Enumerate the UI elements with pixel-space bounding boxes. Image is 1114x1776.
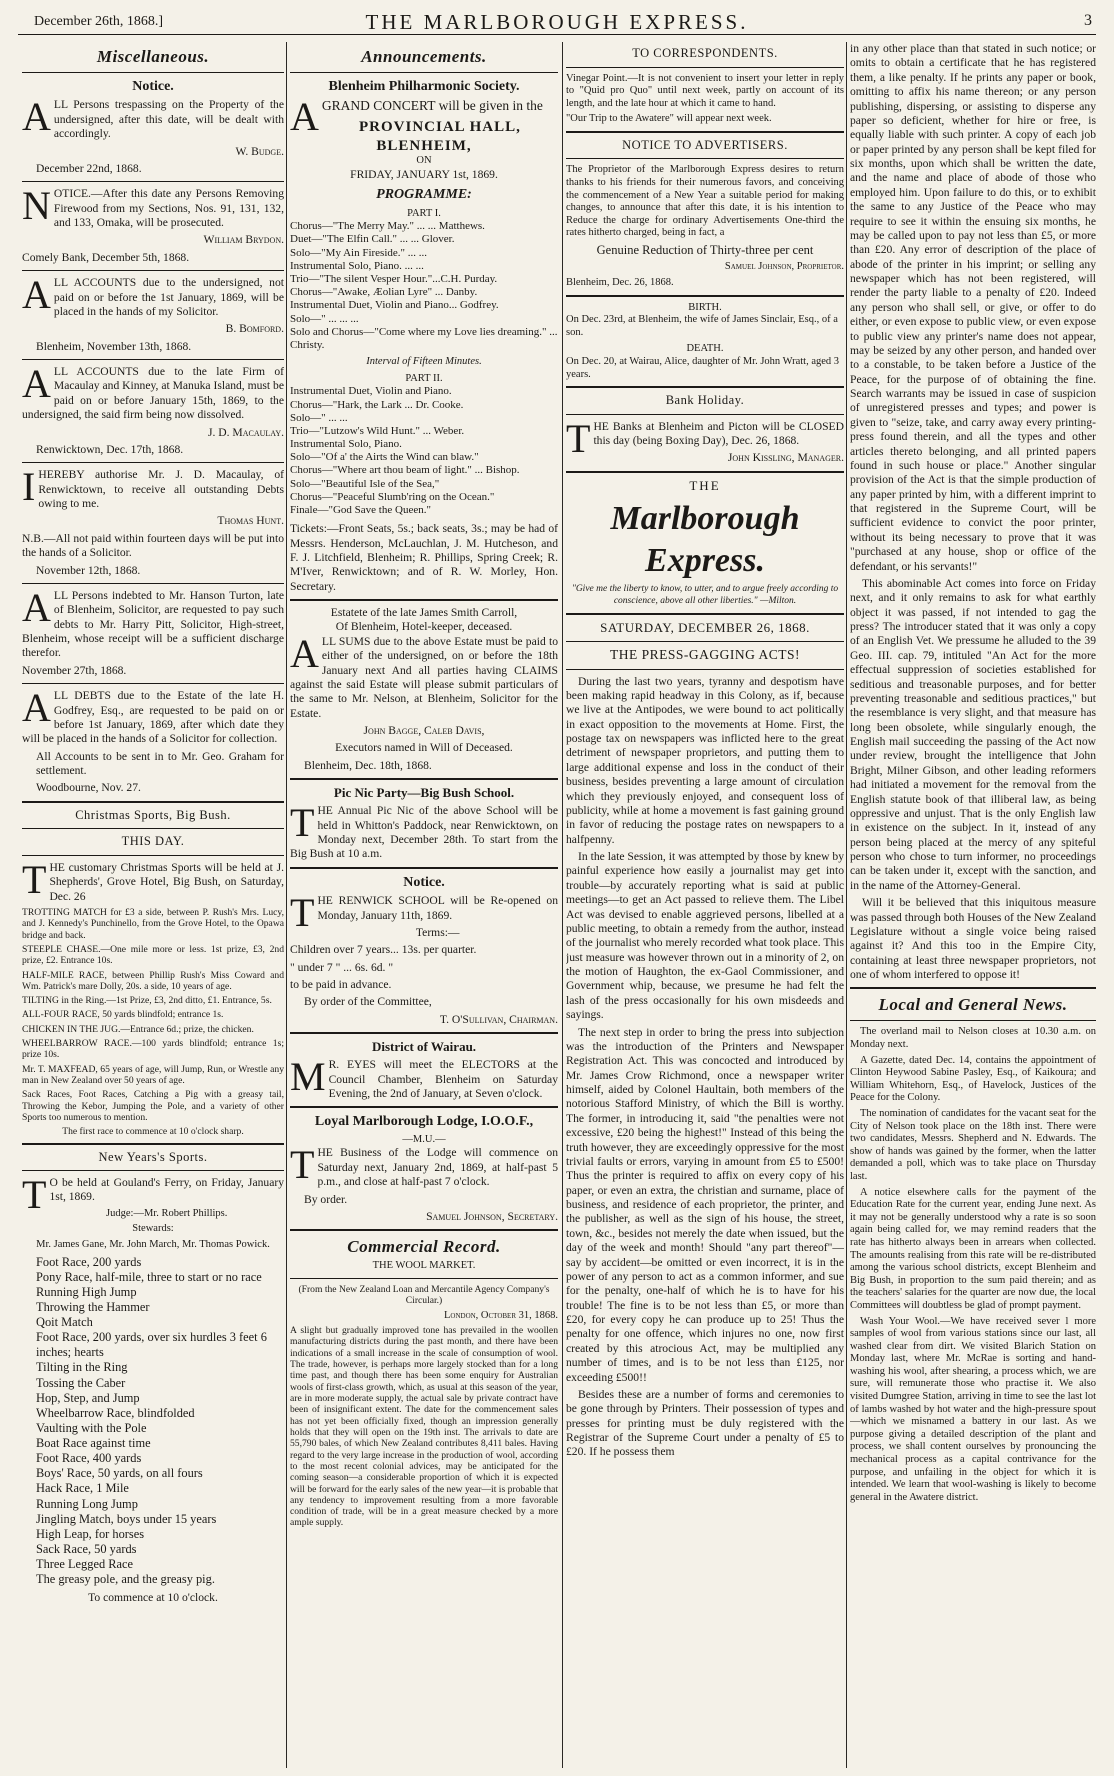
divider [290, 1032, 558, 1034]
ad-term-line: Children over 7 years... 13s. per quarter. [290, 943, 477, 957]
news-item: The nomination of candidates for the vacant seat for the City of Nelson took place on the 18th inst. There were two candidates, Messrs. Shepherd and N. Edwards. The show of hands was gained by the former, when the latter demanded a poll, which was to take place on Thursday last. [850, 1108, 1096, 1182]
editorial-article-continued [850, 42, 1096, 982]
notice-title: Notice. [132, 79, 174, 95]
page-number: 3 [1084, 12, 1092, 29]
masthead-title: Marlborough Express. [610, 499, 800, 580]
column-1 [22, 42, 284, 1768]
program-item: Chorus—"Where art thou beam of light." ... Bishop. [290, 464, 520, 477]
divider [22, 828, 284, 829]
ad-title: Estatete of the late James Smith Carroll, [330, 606, 518, 620]
news-item: The overland mail to Nelson closes at 10.30 a.m. on Monday next. [850, 1026, 1096, 1051]
ad-district-wairau [290, 1039, 558, 1101]
part-heading: PART II. [405, 372, 443, 384]
ad-by-order: By order. [304, 1192, 348, 1206]
death-body: On Dec. 20, at Wairau, Alice, daughter of Mr. John Wratt, aged 3 years. [566, 356, 840, 380]
divider [290, 1106, 558, 1108]
ad-philharmonic-concert [290, 78, 558, 594]
event-item: Foot Race, 200 yards, over six hurdles 3 feet 6 inches; hearts [36, 1330, 267, 1360]
notice-date: November 12th, 1868. [36, 563, 141, 577]
ad-body: MR. EYES will meet the ELECTORS at the Council Chamber, Blenheim on Saturday Evening, the 2nd of January, at Seven o'clock. [290, 1054, 558, 1101]
ad-title: Loyal Marlborough Lodge, I.O.O.F., [314, 1114, 534, 1130]
article-paragraph: This abominable Act comes into force on Friday next, and it only remains to ask for what earthly object it was passed, if not intended to gag the press? The introducer stated that it was only a copy of an English Vet. We pressume he alluded to the 39 Geo. III. cap. 79, intituled "An Act for the more effectual suppression of societies established for seditious and treasonable purposes, and for better preventing treasonable and seditious practices," but the resemblance is very slight, and that measure has long been obsolete, while singularly enough, the English mail succeeding the passing of the Act now under review, brought the intelligence that John Bright, Milner Gibson, and other leading reformers had initiated a movement for the removal from the English statute book of that illiberal law, as being oppressive and unjust. That is the only English law in existence on the subject. In it, instead of any person being placed at the mercy of any spiteful person who chose to turn informer, no proceedings can be taken under it, except with the sanction, and in the name of the Attorney-General. [850, 576, 1096, 892]
ad-title: Christmas Sports, Big Bush. [75, 807, 231, 822]
program-item: Trio—"Lutzow's Wild Hunt." ... Weber. [290, 424, 465, 437]
ad-by-order: By order of the Committee, [304, 995, 432, 1009]
article-paragraph: The next step in order to bring the press into subjection was the introduction of the Printers and Newspaper Registration Act. This was concocted and introduced by Mr. James Crow Richmond, once a newspaper writer himself, aided by Colonel Haultain, both members of the notorious Stafford Ministry, of which the Bill is worthy. The former, in introducing it, said "the penalties were not excessive, £20 being the highest!" Instead of this being the truth however, they are exceedingly oppressive for the most trivial faults or errors, varying in amount from £5 to £500! Thus the printer is required to affix on every copy of his paper, or even an extra, the christian and surname, place of business, and residence of each proprietor, the printer, and the publisher, as well as the sign of his house, the street, town, &c., besides not merely the date when issued, but the day of the week and month! Should "any part thereof"—say by accident—be omitted or even incorrect, it is in the power of any person to act as a common informer, and sue for the penalty, one-half of which he is to have for his trouble! The fine is to be not less than £5, or more than £20, for every copy he can produce up to 25! Thus the penalty for one offence, which injures no one, now first created by this atrocious Act, may be multiplied any number of times, and is to be not less than £125, nor exceeding £500!! [566, 1025, 844, 1384]
program-item: Chorus—"Hark, the Lark ... Dr. Cooke. [290, 398, 464, 411]
ad-stewards: Mr. James Gane, Mr. John March, Mr. Thomas Powick. [36, 1239, 270, 1250]
section-heading: Announcements. [361, 47, 487, 66]
ad-body: THE Business of the Lodge will commence on Saturday next, January 2nd, 1869, at half-past 5 p.m., and close at half-past 7 o'clock. [290, 1142, 558, 1189]
divider [22, 683, 284, 684]
concert-venue: PROVINCIAL HALL, BLENHEIM, [359, 119, 521, 154]
notice-nb: N.B.—All not paid within fourteen days will be put into the hands of a Solicitor. [22, 531, 284, 560]
sports-item: CHICKEN IN THE JUG.—Entrance 6d.; prize, the chicken. [22, 1023, 254, 1035]
programme-heading: PROGRAMME: [376, 187, 472, 203]
event-item: Vaulting with the Pole [36, 1420, 147, 1435]
event-item: Boat Race against time [36, 1436, 151, 1451]
notice-body: ALL ACCOUNTS due to the undersigned, not paid on or before the 1st January, 1869, will be placed in the hands of my Solicitor. [22, 272, 284, 318]
notice-brydon [22, 183, 284, 265]
divider [566, 131, 844, 133]
divider [566, 471, 844, 473]
column-rule [286, 42, 287, 1768]
event-item: Qoit Match [36, 1315, 93, 1330]
concert-on: ON [416, 155, 432, 167]
to-correspondents [566, 46, 844, 126]
notice-date: Blenheim, November 13th, 1868. [36, 339, 192, 353]
ad-term-line: to be paid in advance. [290, 978, 392, 992]
ad-mu: —M.U.— [402, 1133, 446, 1145]
notice-hunt [22, 464, 284, 578]
section-title: DEATH. [686, 343, 724, 355]
ad-signature: John Kissling, Manager. [727, 451, 844, 465]
divider [566, 158, 844, 159]
notice-bomford [22, 272, 284, 354]
notice-turton [22, 584, 284, 678]
event-item: Hop, Step, and Jump [36, 1390, 140, 1405]
column-3 [566, 42, 844, 1768]
divider [290, 1229, 558, 1231]
section-heading: Local and General News. [878, 995, 1068, 1015]
divider [566, 613, 844, 615]
divider [290, 72, 558, 73]
ad-executors: Executors named in Will of Deceased. [335, 741, 513, 755]
program-item: Instrumental Duet, Violin and Piano. [290, 385, 452, 398]
header-date: December 26th, 1868.] [34, 14, 164, 29]
notice-date: Comely Bank, December 5th, 1868. [22, 250, 190, 264]
sports-item: HALF-MILE RACE, between Phillip Rush's Miss Coward and Wm. Patrick's mare Dolly, 20s. a side, 10 years of age. [22, 969, 284, 992]
notice-date: Renwicktown, Dec. 17th, 1868. [36, 442, 184, 456]
divider [290, 1278, 558, 1279]
column-2 [290, 42, 558, 1768]
program-item: Solo—"My Ain Fireside." ... ... [290, 246, 428, 259]
sports-commence: The first race to commence at 10 o'clock sharp. [62, 1126, 244, 1138]
event-item: Wheelbarrow Race, blindfolded [36, 1405, 195, 1420]
masthead-dateline: SATURDAY, DECEMBER 26, 1868. [600, 619, 810, 635]
ad-term-line: " under 7 " ... 6s. 6d. " [290, 960, 394, 974]
divider [22, 72, 284, 73]
program-item: Solo and Chorus—"Come where my Love lies dreaming." ... Christy. [290, 325, 558, 351]
advertisers-body: The Proprietor of the Marlborough Express desires to return thanks to his friends for their numerous favors, and conceiving the commencement of a New Year a suitable period for making changes, to announce that after this date, it is his intention to Reduce the charge for ordinary Advertisements One-third the rates hitherto charged, being in fact, a [566, 164, 844, 239]
event-item: Running Long Jump [36, 1496, 138, 1511]
article-source: (From the New Zealand Loan and Mercantile Agency Company's Circular.) [298, 1283, 550, 1307]
part-heading: PART I. [407, 207, 441, 219]
notice-godfrey [22, 685, 284, 796]
news-item: A Gazette, dated Dec. 14, contains the appointment of Clinton Heywood Sabine Pasley, Esq., of Kaikoura; and William Whitehorn, Esq., of Havelock, Justices of the Peace for the Colony. [850, 1054, 1096, 1104]
notice-signature: J. D. Macaulay. [207, 425, 284, 439]
ad-body: THE RENWICK SCHOOL will be Re-opened on Monday, January 11th, 1869. [290, 890, 558, 936]
column-4 [850, 42, 1096, 1768]
program-item: Trio—"The silent Vesper Hour."...C.H. Purday. [290, 273, 498, 286]
event-item: Sack Race, 50 yards [36, 1541, 137, 1556]
event-item: Foot Race, 200 yards [36, 1254, 142, 1269]
section-heading: Miscellaneous. [96, 47, 210, 66]
notice-body: IHEREBY authorise Mr. J. D. Macaulay, of Renwicktown, to receive all outstanding Debts owing to me. [22, 464, 284, 511]
ad-intro: THE customary Christmas Sports will be held at J. Shepherds', Grove Hotel, Big Bush, on Saturday, Dec. 26 [22, 856, 284, 903]
program-item: Chorus—"Peaceful Slumb'ring on the Ocean." [290, 490, 495, 503]
divider [22, 1143, 284, 1145]
ad-names: John Bagge, Caleb Davis, [363, 724, 485, 738]
ad-new-years-sports [22, 1150, 284, 1606]
notice-date: November 27th, 1868. [22, 663, 127, 677]
notice-macaulay [22, 361, 284, 457]
ad-bank-holiday [566, 393, 844, 466]
commercial-record [290, 1236, 558, 1529]
local-general-news [850, 994, 1096, 1504]
article-paragraph: in any other place than that stated in such notice; or omits to obtain a certificate that he has registered them, a like penalty. If he prints any paper or book, omitting to affix his name thereon; or any person publishing, dispersing, or assisting to disperse any paper so deficient, whether for hire or free, is equally liable with such printer. A copy of each job or paper printed by any person shall be kept filed for six months, upon which shall be written the date, and the name and place of abode of those who employed him. Upon failure to do this, or to exhibit the same to any Justice of the Peace who may require to see it within the ensuing six months, he may be called upon to pay not less than £5, or more than £20. Any error of description of the place of abode of the printer in his imprint; or selling any newspaper which has not been registered, will render the party liable to a penalty of £20. Indeed any person who shall sell, or give, or offer to do either, or even expose to public view, or even expose to public view any printer's name does not appear, may be seized by any other person, and handed over to a constable, to be taken before a Justice of the Peace, for the purpose of of obtaining the fine. Search warrants may be issued in case of suspicion of unregistered presses and types; and power is given to "seize, take, and carry away every printing-press found therein, and all the types and other articles thereto belonging, and all printed papers found in such house or place." Another singular provision of the Act is that the simple production of any paper printed by him, with a different imprint to that registered in the Supreme Court, will be sufficient evidence to convict the poor printer, without its being necessary to prove that it was "purchased at any house, shop or office of the defendant, or his servants!" [850, 42, 1096, 573]
notice-date: December 22nd, 1868. [36, 161, 142, 175]
notice-body: ALL ACCOUNTS due to the late Firm of Macaulay and Kinney, at Manuka Island, must be paid on or before January 15th, 1869, to the undersigned, the said firm being now dissolved. [22, 361, 284, 422]
divider [22, 583, 284, 584]
divider [290, 867, 558, 869]
sports-item: Sack Races, Foot Races, Catching a Pig with a greasy tail, Throwing the Kebor, Jumping the Pole, and a variety of other Sports too numerous to mention. [22, 1089, 284, 1123]
ad-carroll-estate [290, 606, 558, 773]
article-dateline: London, October 31, 1868. [443, 1309, 558, 1321]
ad-terms: Terms:— [415, 925, 460, 939]
ad-judge: Judge:—Mr. Robert Phillips. [106, 1207, 228, 1219]
notice-signature: B. Bomford. [225, 322, 284, 336]
correspondent-note: Vinegar Point.—It is not convenient to insert your letter in reply to "Quid pro Quo" until next week, partly on account of its length, and the late hour at which it came to hand. [566, 72, 844, 109]
masthead-the: THE [689, 477, 721, 493]
program-item: Chorus—"Awake, Æolian Lyre" ... Danby. [290, 286, 478, 299]
section-title: TO CORRESPONDENTS. [632, 46, 778, 60]
ad-date: Blenheim, Dec. 18th, 1868. [304, 758, 432, 772]
ad-commence: To commence at 10 o'clock. [88, 1591, 218, 1605]
header-title: THE MARLBOROUGH EXPRESS. [365, 10, 749, 34]
notice-body: ALL DEBTS due to the Estate of the late H. Godfrey, Esq., are requested to be paid on or before 1st January, 1869, after which date they will be placed in the hands of a Solicitor for collection. [22, 685, 284, 746]
event-item: Foot Race, 400 yards [36, 1451, 142, 1466]
birth-notice [566, 302, 844, 340]
program-item: Duet—"The Elfin Call." ... ... Glover. [290, 233, 455, 246]
section-title: BIRTH. [688, 301, 722, 313]
divider [566, 386, 844, 388]
divider [850, 987, 1096, 989]
concert-tickets: Tickets:—Front Seats, 5s.; back seats, 3s.; may be had of Messrs. Henderson, McLauchlan, J. M. Hutcheson, and F. J. Litchfield, Blenheim; R. Phillips, Spring Creek; R. M'Iver, Renwicktown; and of R. W. Morley, Hon. Secretary. [290, 522, 558, 593]
divider [850, 1020, 1096, 1021]
notice-signature: Thomas Hunt. [217, 514, 284, 528]
program-item: Solo—" ... ... ... [290, 312, 359, 325]
correspondent-note: "Our Trip to the Awatere" will appear next week. [566, 113, 772, 125]
program-item: Chorus—"The Merry May." ... ... Matthews. [290, 220, 485, 233]
divider [566, 669, 844, 670]
ad-title: Bank Holiday. [665, 393, 745, 408]
notice-body: NOTICE.—After this date any Persons Removing Firewood from my Sections, Nos. 91, 131, 132, and 133, Omaka, will be prosecuted. [22, 183, 284, 230]
event-item: Running High Jump [36, 1284, 137, 1299]
article-paragraph: In the late Session, it was attempted by those by knew by painful experience how easily a journalist may get into trouble—by accurately reporting what is said at public meetings—to get an Act passed to relieve them. The Libel Act was devised to enable aggrieved persons, libelled at a public meeting, to obtain a remedy from the author, instead of the journalist who merely recorded what took place. This just measure was however thrown out in a minority of 2, on the motion of Haughton, the ex-Gaol Commissioner, and Government whip, because, we presume he had felt the lash of the press occasionally for his own misdeeds and sayings. [566, 850, 844, 1022]
notice-date: Woodbourne, Nov. 27. [36, 781, 141, 795]
event-item: Pony Race, half-mile, three to start or no race [36, 1269, 262, 1284]
article-paragraph: Besides these are a number of forms and ceremonies to be gone through by Printers. Their possession of types and presses for printing must be duly registered with the Registrar of the Supreme Court under a penalty of £5 to £20. If he possess them [566, 1387, 844, 1459]
program-item: Solo—"Beautiful Isle of the Sea," [290, 477, 440, 490]
notice-budge [22, 78, 284, 176]
event-item: High Leap, for horses [36, 1526, 145, 1541]
article-body: A slight but gradually improved tone has prevailed in the woollen manufacturing districts during the past month, and there have been indications of a small increase in the scale of consumption of wool. The trade, however, is perhaps more largely stocked than for a long time past, and though there has been some enquiry for Australian wools of first-class growth, which, as usual at this season of the year, are in more moderate supply, the actual sale by private contract have been of insignificant extent. The date for the commencement sales has not yet been officially fixed, though an impression generally holds that they will open on the 19th inst. The arrivals to date are 55,790 bales, of which New Zealand contributes 8,411 bales. Having regard to the very large increase in the production of wool, according to the most recent colonial advices, may be anticipated for the coming season—a considerable proportion of which it is expected will be forward for the early sales of the new year—it is probable that any tendency to improvement resulting from a more favorable condition of trade, will be in a great measure checked by a more ample supply. [290, 1325, 558, 1529]
ad-body: ALL SUMS due to the above Estate must be paid to either of the undersigned, on or before the 18th January next And all parties having CLAIMS against the said Estate will please submit particulars of the same to Mr. Nelson, at Blenheim, Solicitor for the Estate. [290, 630, 558, 720]
program-item: Solo—"Of a' the Airts the Wind can blaw." [290, 451, 479, 464]
editorial-article [566, 675, 844, 1460]
divider [566, 295, 844, 297]
ad-title: Notice. [403, 874, 445, 890]
divider [566, 641, 844, 642]
event-item: Boys' Race, 50 yards, on all fours [36, 1466, 203, 1481]
event-item: Hack Race, 1 Mile [36, 1481, 129, 1496]
notice-signature: W. Budge. [235, 144, 284, 158]
event-item: Jingling Match, boys under 15 years [36, 1511, 217, 1526]
masthead-motto: "Give me the liberty to know, to utter, and to argue freely according to conscience, above all other liberties." —Milton. [571, 584, 839, 606]
notice-to-advertisers [566, 138, 844, 290]
ad-title: Blenheim Philharmonic Society. [328, 79, 520, 95]
divider [22, 1170, 284, 1171]
ad-title: New Years's Sports. [98, 1149, 208, 1164]
article-paragraph: Will it be believed that this iniquitous measure was passed through both Houses of the New Zealand Legislature without a single voice being raised against it? And this too in the Empire City, containing at least three newspaper proprietors, not one of whom interfered to oppose it! [850, 896, 1096, 981]
event-item: Tilting in the Ring [36, 1360, 128, 1375]
event-item: Tossing the Caber [36, 1375, 126, 1390]
ad-title: Pic Nic Party—Big Bush School. [333, 785, 515, 801]
divider [290, 778, 558, 780]
death-notice [566, 343, 844, 381]
divider [290, 599, 558, 601]
ad-stewards-label: Stewards: [132, 1223, 174, 1235]
notice-signature: William Brydon. [203, 233, 284, 247]
program-item: Finale—"God Save the Queen." [290, 504, 431, 517]
notice-body: ALL Persons trespassing on the Property of the undersigned, after this date, will be dealt with accordingly. [22, 94, 284, 141]
divider [22, 359, 284, 360]
event-item: Three Legged Race [36, 1557, 134, 1572]
ad-body: THE Annual Pic Nic of the above School will be held in Whitton's Paddock, near Renwicktown, on Monday next, December 28th. To start from the Big Bush at 10 a.m. [290, 800, 558, 861]
divider [22, 801, 284, 803]
interval-note: Interval of Fifteen Minutes. [366, 356, 482, 368]
sports-item: TILTING in the Ring.—1st Prize, £3, 2nd ditto, £1. Entrance, 5s. [22, 995, 272, 1007]
program-item: Solo—" ... ... [290, 411, 348, 424]
ad-signature: T. O'Sullivan, Chairman. [439, 1012, 558, 1026]
news-item: A notice elsewhere calls for the payment of the Education Rate for the current year, ending June next. As it may not be generally understood why a rate is so soon again being called for, we may remind readers that the rate has hitherto always been in arrears when collected. The amounts realising from this rate will be re-distributed among the various school districts, except Blenheim and Big Bush, in proportion to the sum paid therein; and as the teachers' salaries for the quarter are now due, the local Committees will doubtless be glad of prompt payment. [850, 1186, 1096, 1311]
advertisers-signature: Samuel Johnson, Proprietor. [724, 261, 844, 273]
event-item: Throwing the Hammer [36, 1299, 150, 1314]
ad-body: THE Banks at Blenheim and Picton will be CLOSED this day (being Boxing Day), Dec. 26, 1868. [566, 415, 844, 461]
ad-christmas-sports [22, 808, 284, 1138]
section-title: NOTICE TO ADVERTISERS. [622, 137, 788, 152]
ad-picnic [290, 785, 558, 862]
ad-renwick-school [290, 874, 558, 1027]
program-item: Instrumental Solo, Piano. ... ... [290, 259, 424, 272]
article-subtitle: THE WOOL MARKET. [372, 1260, 476, 1272]
concert-date: FRIDAY, JANUARY 1st, 1869. [350, 167, 498, 181]
divider [22, 855, 284, 856]
sports-item: WHEELBARROW RACE.—100 yards blindfold; entrance 1s; prize 10s. [22, 1038, 284, 1061]
program-item: Instrumental Duet, Violin and Piano... Godfrey. [290, 299, 499, 312]
ad-oddfellows-lodge [290, 1113, 558, 1224]
newspaper-masthead [566, 478, 844, 670]
sports-item: TROTTING MATCH for £3 a side, between P. Rush's Mrs. Lucy, and J. Kennedy's Punchinello, from the Grove Hotel, to the Opawa bridge and back. [22, 906, 284, 941]
divider [22, 270, 284, 271]
notice-accounts: All Accounts to be sent in to Mr. Geo. Graham for settlement. [36, 749, 284, 778]
divider [566, 67, 844, 68]
column-rule [846, 42, 847, 1768]
sports-item: Mr. T. MAXFEAD, 65 years of age, will Jump, Run, or Wrestle any man in New Zealand over 50 years of age. [22, 1063, 284, 1086]
divider [22, 181, 284, 182]
divider [22, 462, 284, 463]
ad-signature: Samuel Johnson, Secretary. [426, 1209, 558, 1223]
section-heading: Commercial Record. [347, 1237, 501, 1257]
notice-body: ALL Persons indebted to Mr. Hanson Turton, late of Blenheim, Solicitor, are requested to pay such debts to Mr. Harry Pitt, Solicitor, High-street, Blenheim, whose receipt will be a sufficient discharge therefor. [22, 584, 284, 660]
birth-body: On Dec. 23rd, at Blenheim, the wife of James Sinclair, Esq., of a son. [566, 314, 838, 338]
ad-intro: AGRAND CONCERT will be given in the [290, 94, 543, 140]
sports-item: STEEPLE CHASE.—One mile more or less. 1st prize, £3, 2nd prize, £2. Entrance 10s. [22, 943, 284, 967]
advertisers-reduction: Genuine Reduction of Thirty-three per cent [596, 242, 814, 257]
advertisers-date: Blenheim, Dec. 26, 1868. [566, 277, 674, 289]
article-headline: THE PRESS-GAGGING ACTS! [609, 646, 800, 662]
article-paragraph: During the last two years, tyranny and despotism have been making rapid headway in this Colony, as if, because we live at the Antipodes, we were bound to act politically in exact opposition to the movements at Home. First, the postage tax on newspapers was inflicted here to the great detriment of newspaper proprietors, and putting them to large additional expense and loss in the conduct of their business, besides preventing a large amount of circulation which they previously enjoyed, and consequent loss of publicity, while at home a movement is fast gaining ground in favor of reducing the postage rates on newspapers to a halfpenny. [566, 674, 844, 846]
ad-intro: TO be held at Gouland's Ferry, on Friday, January 1st, 1869. [22, 1172, 284, 1218]
divider [566, 414, 844, 415]
column-rule [562, 42, 563, 1768]
ad-subtitle: THIS DAY. [121, 834, 185, 849]
program-item: Instrumental Solo, Piano. [290, 438, 402, 451]
ad-subtitle: Of Blenheim, Hotel-keeper, deceased. [335, 620, 513, 634]
ad-title: District of Wairau. [371, 1039, 477, 1055]
news-item: Wash Your Wool.—We have received sever l more samples of wool from various stations since our last, all washed clear from dirt. We visited Blarich Station on Monday last, where Mr. McRae is sorting and hand-washing his wool, after shearing, a process which, we are sure, will remunerate those who practise it. We also visited Dumgree Station, arriving in time to see the last lot of lambs washed by hot water and the high-pressure spout—which we misnamed a battery in our last. As we purpose giving a detailed description of the plant and process, we shall content ourselves by pronouncing the mechanical process as a capital contrivance for the purpose, and unfailing in the object for which it is intended. We learn that wool-washing is likely to become general in the Awatere district. [850, 1315, 1096, 1503]
event-item: The greasy pole, and the greasy pig. [36, 1572, 215, 1587]
sports-item: ALL-FOUR RACE, 50 yards blindfold; entrance 1s. [22, 1009, 224, 1021]
page-header [18, 8, 1096, 35]
